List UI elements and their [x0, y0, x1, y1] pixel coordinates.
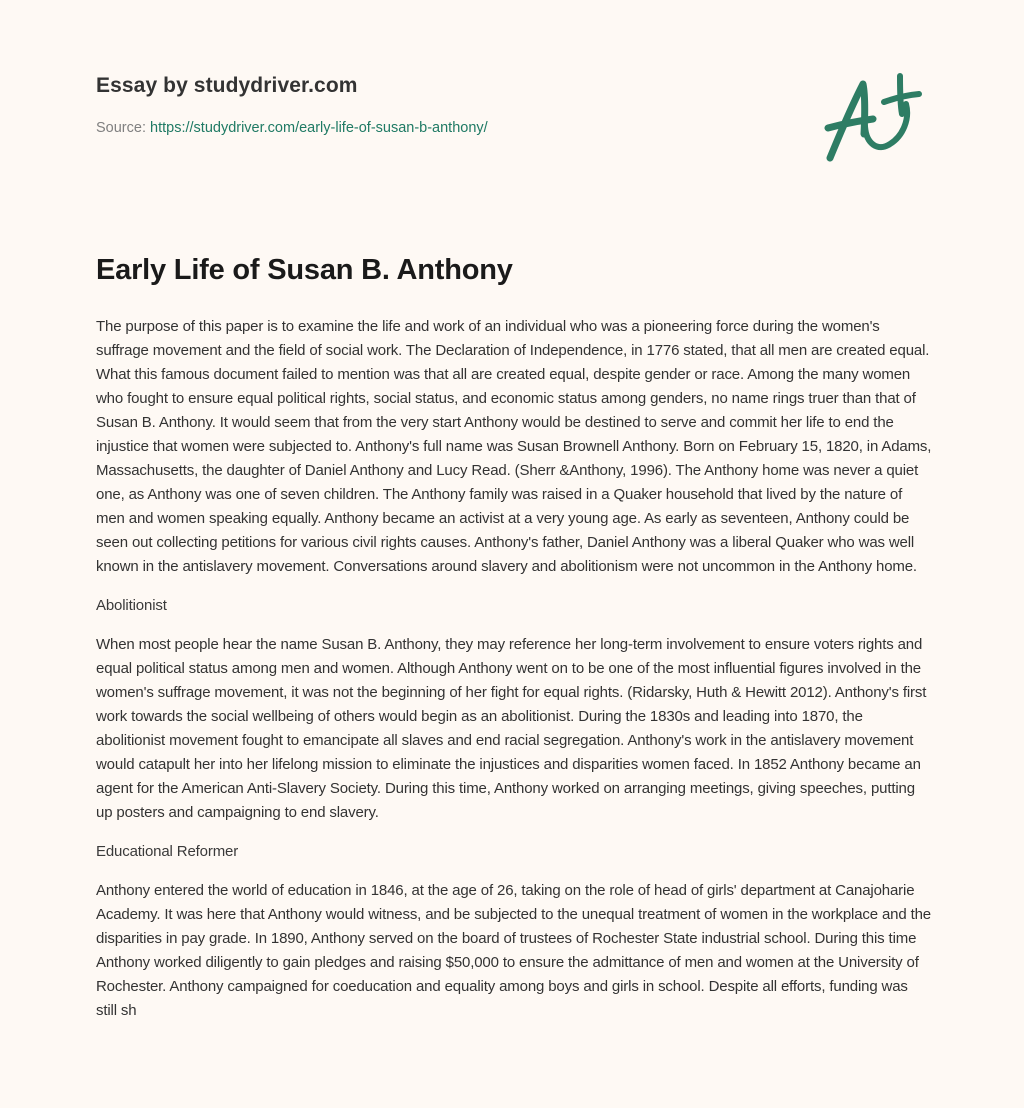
document-title: Early Life of Susan B. Anthony [96, 254, 513, 286]
paragraph-introduction: The purpose of this paper is to examine the life and work of an individual who was a pioneering force during the women's suffrage movement and the field of social work. The Declaration of Independence, in 1776 stated, that all men are created equal. What this famous document failed to mention was that all are created equal, despite gender or race. Among the many women who fought to ensure equal political rights, social status, and economic status among genders, no name rings truer than that of Susan B. Anthony. It would seem that from the very start Anthony would be destined to serve and commit her life to end the injustice that women were subjected to. Anthony's full name was Susan Brownell Anthony. Born on February 15, 1820, in Adams, Massachusetts, the daughter of Daniel Anthony and Lucy Read. (Sherr &Anthony, 1996). The Anthony home was never a quiet one, as Anthony was one of seven children. The Anthony family was raised in a Quaker household that lived by the nature of men and women speaking equally. Anthony became an activist at a very young age. As early as seventeen, Anthony could be seen out collecting petitions for various civil rights causes. Anthony's father, Daniel Anthony was a liberal Quaker who was well known in the antislavery movement. Conversations around slavery and abolitionism were not uncommon in the Anthony home. [96, 318, 932, 575]
source-link[interactable]: https://studydriver.com/early-life-of-susan-b-anthony/ [150, 120, 488, 136]
section-heading-educational-reformer: Educational Reformer [96, 843, 239, 860]
paragraph-educational-reformer: Anthony entered the world of education in 1846, at the age of 26, taking on the role of head of girls' department at Canajoharie Academy. It was here that Anthony would witness, and be subjected to the unequal treatment of women in the workplace and the disparities in pay grade. In 1890, Anthony served on the board of trustees of Rochester State industrial school. During this time Anthony worked diligently to gain pledges and raising $50,000 to ensure the admittance of men and women at the University of Rochester. Anthony campaigned for coeducation and equality among boys and girls in school. Despite all efforts, funding was still sh [96, 882, 931, 1019]
essay-body [96, 315, 932, 1023]
section-heading-abolitionist: Abolitionist [96, 597, 167, 614]
site-title: Essay by studydriver.com [96, 74, 358, 97]
a-plus-grade-icon [818, 64, 933, 169]
source-label: Source: [96, 120, 146, 136]
essay-header [96, 74, 796, 136]
paragraph-abolitionist: When most people hear the name Susan B. Anthony, they may reference her long-term involvement to ensure voters rights and equal political status among men and women. Although Anthony went on to be one of the most influential figures involved in the women's suffrage movement, it was not the beginning of her fight for equal rights. (Ridarsky, Huth & Hewitt 2012). Anthony's first work towards the social wellbeing of others would begin as an abolitionist. During the 1830s and leading into 1870, the abolitionist movement fought to emancipate all slaves and end racial segregation. Anthony's work in the antislavery movement would catapult her into her lifelong mission to eliminate the injustices and disparities women faced. In 1852 Anthony became an agent for the American Anti-Slavery Society. During this time, Anthony worked on arranging meetings, giving speeches, putting up posters and campaigning to end slavery. [96, 636, 927, 821]
source-line [96, 120, 796, 136]
